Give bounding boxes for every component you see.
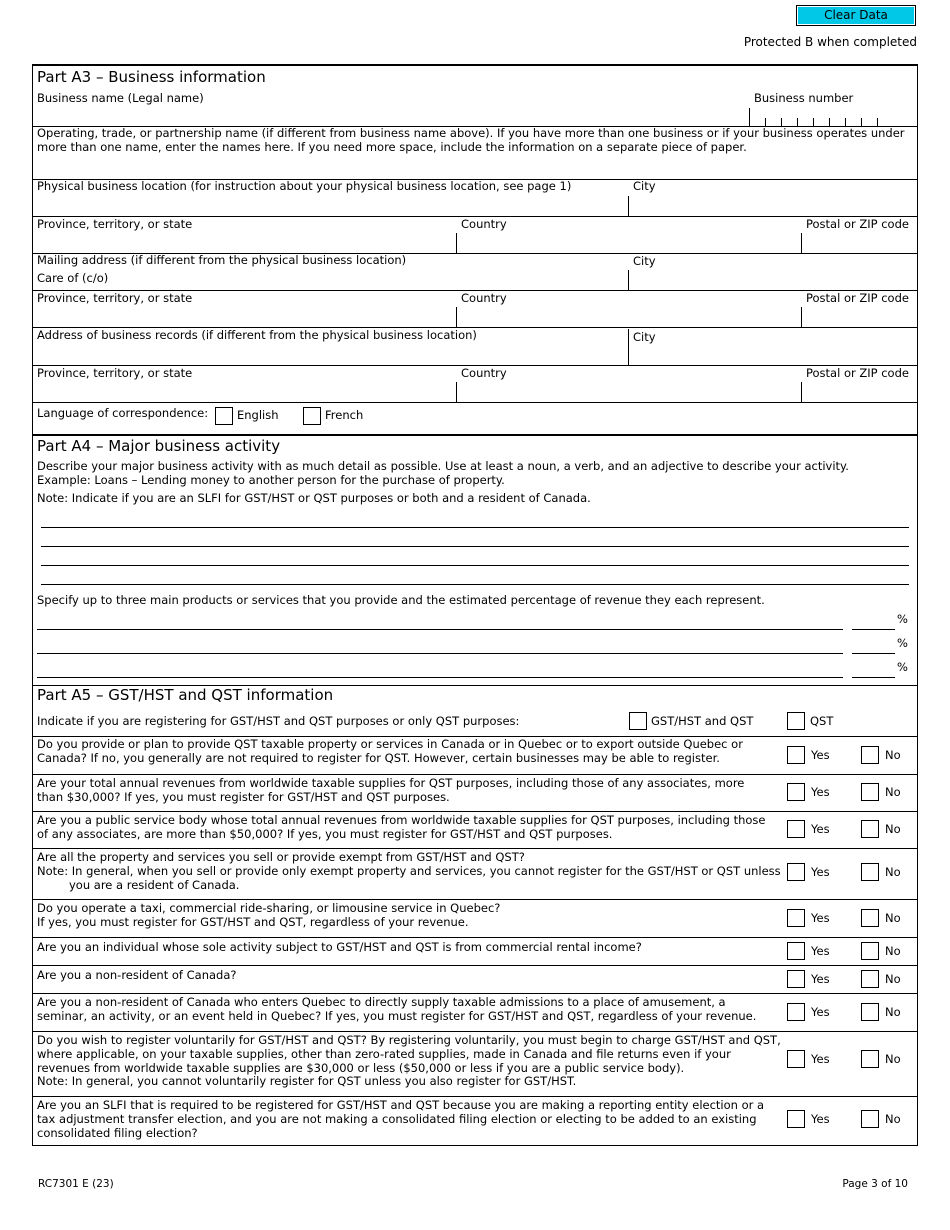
- question-4-note: Note: In general, when you sell or provide only exempt property and services, you cannot register for the GST/HST or QST unless you are a resident of Canada.: [37, 863, 781, 892]
- french-label: French: [325, 408, 364, 422]
- product-line-3[interactable]: [37, 677, 843, 678]
- question-5-sub: If yes, you must register for GST/HST and QST, regardless of your revenue.: [37, 914, 469, 929]
- question-4-main: Are all the property and services you sell or provide exempt from GST/HST and QST?: [37, 850, 525, 864]
- q1-no-checkbox[interactable]: [861, 746, 879, 764]
- care-of-label: Care of (c/o): [37, 271, 109, 285]
- form-id: RC7301 E (23): [38, 1178, 114, 1190]
- physical-address-input[interactable]: [33, 196, 627, 216]
- a4-example: Example: Loans – Lending money to another person for the purchase of property.: [37, 473, 505, 487]
- mailing-country-input[interactable]: [457, 307, 800, 327]
- q2-yes-checkbox[interactable]: [787, 783, 805, 801]
- records-postal-input[interactable]: [802, 382, 915, 402]
- postal-label: Postal or ZIP code: [806, 366, 909, 380]
- no-label: No: [885, 865, 901, 879]
- q5-no-checkbox[interactable]: [861, 909, 879, 927]
- no-label: No: [885, 1112, 901, 1126]
- mailing-province-input[interactable]: [33, 307, 455, 327]
- records-city-input[interactable]: [629, 345, 915, 365]
- q10-no-checkbox[interactable]: [861, 1110, 879, 1128]
- english-checkbox[interactable]: [215, 407, 233, 425]
- yes-label: Yes: [811, 944, 830, 958]
- records-province-row: [33, 365, 917, 403]
- yes-label: Yes: [811, 972, 830, 986]
- language-row: [33, 402, 917, 436]
- yes-label: Yes: [811, 1005, 830, 1019]
- percent-sign-2: %: [897, 636, 908, 650]
- operating-name-row: [33, 126, 917, 180]
- postal-label: Postal or ZIP code: [806, 291, 909, 305]
- page-number: Page 3 of 10: [842, 1178, 908, 1190]
- product-line-1[interactable]: [37, 629, 843, 630]
- country-label: Country: [461, 366, 507, 380]
- question-row-7: [33, 965, 917, 994]
- city-label: City: [633, 179, 656, 193]
- q4-no-checkbox[interactable]: [861, 863, 879, 881]
- q1-yes-checkbox[interactable]: [787, 746, 805, 764]
- records-province-input[interactable]: [33, 382, 455, 402]
- question-1-text: Do you provide or plan to provide QST taxable property or services in Canada or in Quebec or to export outside Quebec or Canada? If no, you generally are not required to register for QST. However, certain businesses may be able to register.: [37, 737, 743, 765]
- question-row-8: [33, 993, 917, 1032]
- physical-province-input[interactable]: [33, 233, 455, 253]
- question-4-text: [37, 851, 782, 892]
- question-3-text: Are you a public service body whose total annual revenues from worldwide taxable supplies for QST purposes, including those of any associates, are more than $50,000? If yes, you must register for GST/HST and QST purposes.: [37, 813, 766, 841]
- mailing-address-label: Mailing address (if different from the physical business location): [37, 253, 407, 267]
- city-label: City: [633, 330, 656, 344]
- q7-yes-checkbox[interactable]: [787, 970, 805, 988]
- q2-no-checkbox[interactable]: [861, 783, 879, 801]
- question-6-text: Are you an individual whose sole activity subject to GST/HST and QST is from commercial rental income?: [37, 940, 642, 954]
- a4-section: [33, 435, 917, 686]
- part-a3-title: Part A3 – Business information: [37, 68, 266, 86]
- part-a4-title: Part A4 – Major business activity: [37, 437, 281, 455]
- activity-line-2[interactable]: [41, 546, 909, 547]
- q10-yes-checkbox[interactable]: [787, 1110, 805, 1128]
- mailing-address-row: [33, 253, 917, 291]
- q9-no-checkbox[interactable]: [861, 1050, 879, 1068]
- yes-label: Yes: [811, 822, 830, 836]
- no-label: No: [885, 911, 901, 925]
- question-row-10: [33, 1096, 917, 1146]
- mailing-province-row: [33, 290, 917, 328]
- percent-line-1[interactable]: [852, 629, 895, 630]
- percent-sign-3: %: [897, 660, 908, 674]
- physical-location-row: [33, 179, 917, 217]
- qst-only-label: QST: [810, 714, 834, 728]
- q8-no-checkbox[interactable]: [861, 1003, 879, 1021]
- part-a5-title: Part A5 – GST/HST and QST information: [37, 686, 334, 704]
- no-label: No: [885, 748, 901, 762]
- yes-label: Yes: [811, 1112, 830, 1126]
- english-label: English: [237, 408, 279, 422]
- question-row-3: [33, 811, 917, 849]
- mailing-address-input[interactable]: [133, 270, 627, 290]
- activity-line-4[interactable]: [41, 584, 909, 585]
- percent-line-3[interactable]: [852, 677, 895, 678]
- physical-location-label: Physical business location (for instruction about your physical business location, see page 1): [37, 179, 572, 193]
- a5-header-row: [33, 685, 917, 737]
- yes-label: Yes: [811, 748, 830, 762]
- no-label: No: [885, 785, 901, 799]
- question-9-text: [37, 1034, 782, 1089]
- a4-note-text: Indicate if you are an SLFI for GST/HST or QST purposes or both and a resident of Canada.: [71, 491, 591, 505]
- no-label: No: [885, 1052, 901, 1066]
- country-label: Country: [461, 217, 507, 231]
- a4-note-label: Note:: [37, 491, 69, 505]
- physical-city-input[interactable]: [629, 196, 915, 216]
- city-label: City: [633, 254, 656, 268]
- clear-data-button[interactable]: Clear Data: [796, 5, 916, 26]
- question-7-text: Are you a non-resident of Canada?: [37, 968, 237, 982]
- question-row-9: [33, 1031, 917, 1097]
- no-label: No: [885, 944, 901, 958]
- qst-only-checkbox[interactable]: [787, 712, 805, 730]
- question-8-text: Are you a non-resident of Canada who enters Quebec to directly supply taxable admissions to a place of amusement, a seminar, an activity, or an event held in Quebec? If yes, you must register for GST/HST and QST, regardless of your revenue.: [37, 995, 757, 1023]
- q5-yes-checkbox[interactable]: [787, 909, 805, 927]
- question-2-text: Are your total annual revenues from worldwide taxable supplies for QST purposes, including those of any associates, more than $30,000? If yes, you must register for GST/HST and QST purposes.: [37, 776, 745, 804]
- country-label: Country: [461, 291, 507, 305]
- question-9-note: Note: In general, you cannot voluntarily register for QST unless you also register for GST/HST.: [37, 1074, 577, 1089]
- q6-yes-checkbox[interactable]: [787, 942, 805, 960]
- no-label: No: [885, 822, 901, 836]
- business-number-label: Business number: [754, 91, 854, 105]
- activity-line-1[interactable]: [41, 527, 909, 528]
- question-row-5: [33, 899, 917, 938]
- business-number-input[interactable]: [749, 108, 915, 126]
- percent-sign-1: %: [897, 612, 908, 626]
- question-10-text: Are you an SLFI that is required to be registered for GST/HST and QST because you are making a reporting entity election or a tax adjustment transfer election, and you are not making a consolidated filing election or electing to be added to an existing consolidated filing election?: [37, 1098, 765, 1140]
- question-9-main: Do you wish to register voluntarily for GST/HST and QST? By registering voluntarily, you must begin to charge GST/HST and QST, where applicable, on your taxable supplies, other than zero-rated supplies, made in Canada and file returns even if your revenues from worldwide taxable supplies are $30,000 or less ($50,000 or less if you are a public service body).: [37, 1033, 781, 1075]
- q4-yes-checkbox[interactable]: [787, 863, 805, 881]
- yes-label: Yes: [811, 911, 830, 925]
- no-label: No: [885, 972, 901, 986]
- q9-yes-checkbox[interactable]: [787, 1050, 805, 1068]
- yes-label: Yes: [811, 785, 830, 799]
- business-name-input[interactable]: [33, 108, 743, 124]
- a4-specify: Specify up to three main products or services that you provide and the estimated percentage of revenue they each represent.: [37, 593, 765, 607]
- province-label: Province, territory, or state: [37, 217, 193, 231]
- percent-line-2[interactable]: [852, 653, 895, 654]
- question-row-1: [33, 736, 917, 775]
- french-checkbox[interactable]: [303, 407, 321, 425]
- question-5-main: Do you operate a taxi, commercial ride-sharing, or limousine service in Quebec?: [37, 901, 501, 915]
- question-row-6: [33, 937, 917, 966]
- question-row-4: [33, 848, 917, 900]
- q7-no-checkbox[interactable]: [861, 970, 879, 988]
- q6-no-checkbox[interactable]: [861, 942, 879, 960]
- mailing-postal-input[interactable]: [802, 307, 915, 327]
- province-label: Province, territory, or state: [37, 366, 193, 380]
- records-address-label: Address of business records (if different from the physical business location): [37, 328, 477, 342]
- gst-hst-and-qst-label: GST/HST and QST: [651, 714, 754, 728]
- records-address-row: [33, 327, 917, 366]
- protected-label: Protected B when completed: [743, 35, 917, 49]
- physical-country-input[interactable]: [457, 233, 800, 253]
- no-label: No: [885, 1005, 901, 1019]
- a4-note: [37, 492, 591, 506]
- business-name-label: Business name (Legal name): [37, 91, 204, 105]
- form-page: [32, 64, 918, 1146]
- physical-postal-input[interactable]: [802, 233, 915, 253]
- q8-yes-checkbox[interactable]: [787, 1003, 805, 1021]
- q3-no-checkbox[interactable]: [861, 820, 879, 838]
- a4-describe: Describe your major business activity with as much detail as possible. Use at least a noun, a verb, and an adjective to describe your activity.: [37, 459, 849, 473]
- records-address-input[interactable]: [33, 345, 627, 365]
- yes-label: Yes: [811, 1052, 830, 1066]
- postal-label: Postal or ZIP code: [806, 217, 909, 231]
- question-5-text: [37, 902, 777, 930]
- a3-business-name-row: [33, 66, 917, 127]
- language-label: Language of correspondence:: [37, 406, 209, 420]
- province-label: Province, territory, or state: [37, 291, 193, 305]
- product-line-2[interactable]: [37, 653, 843, 654]
- operating-name-input[interactable]: [33, 158, 913, 178]
- a5-indicate: Indicate if you are registering for GST/HST and QST purposes or only QST purposes:: [37, 714, 520, 728]
- gst-hst-and-qst-checkbox[interactable]: [629, 712, 647, 730]
- activity-line-3[interactable]: [41, 565, 909, 566]
- question-row-2: [33, 774, 917, 812]
- physical-province-row: [33, 216, 917, 254]
- q3-yes-checkbox[interactable]: [787, 820, 805, 838]
- mailing-city-input[interactable]: [629, 270, 915, 290]
- operating-name-label: Operating, trade, or partnership name (if different from business name above). If you have more than one business or if your business operates under more than one name, enter the names here. If you need more space, include the information on a separate piece of paper.: [37, 126, 905, 154]
- yes-label: Yes: [811, 865, 830, 879]
- records-country-input[interactable]: [457, 382, 800, 402]
